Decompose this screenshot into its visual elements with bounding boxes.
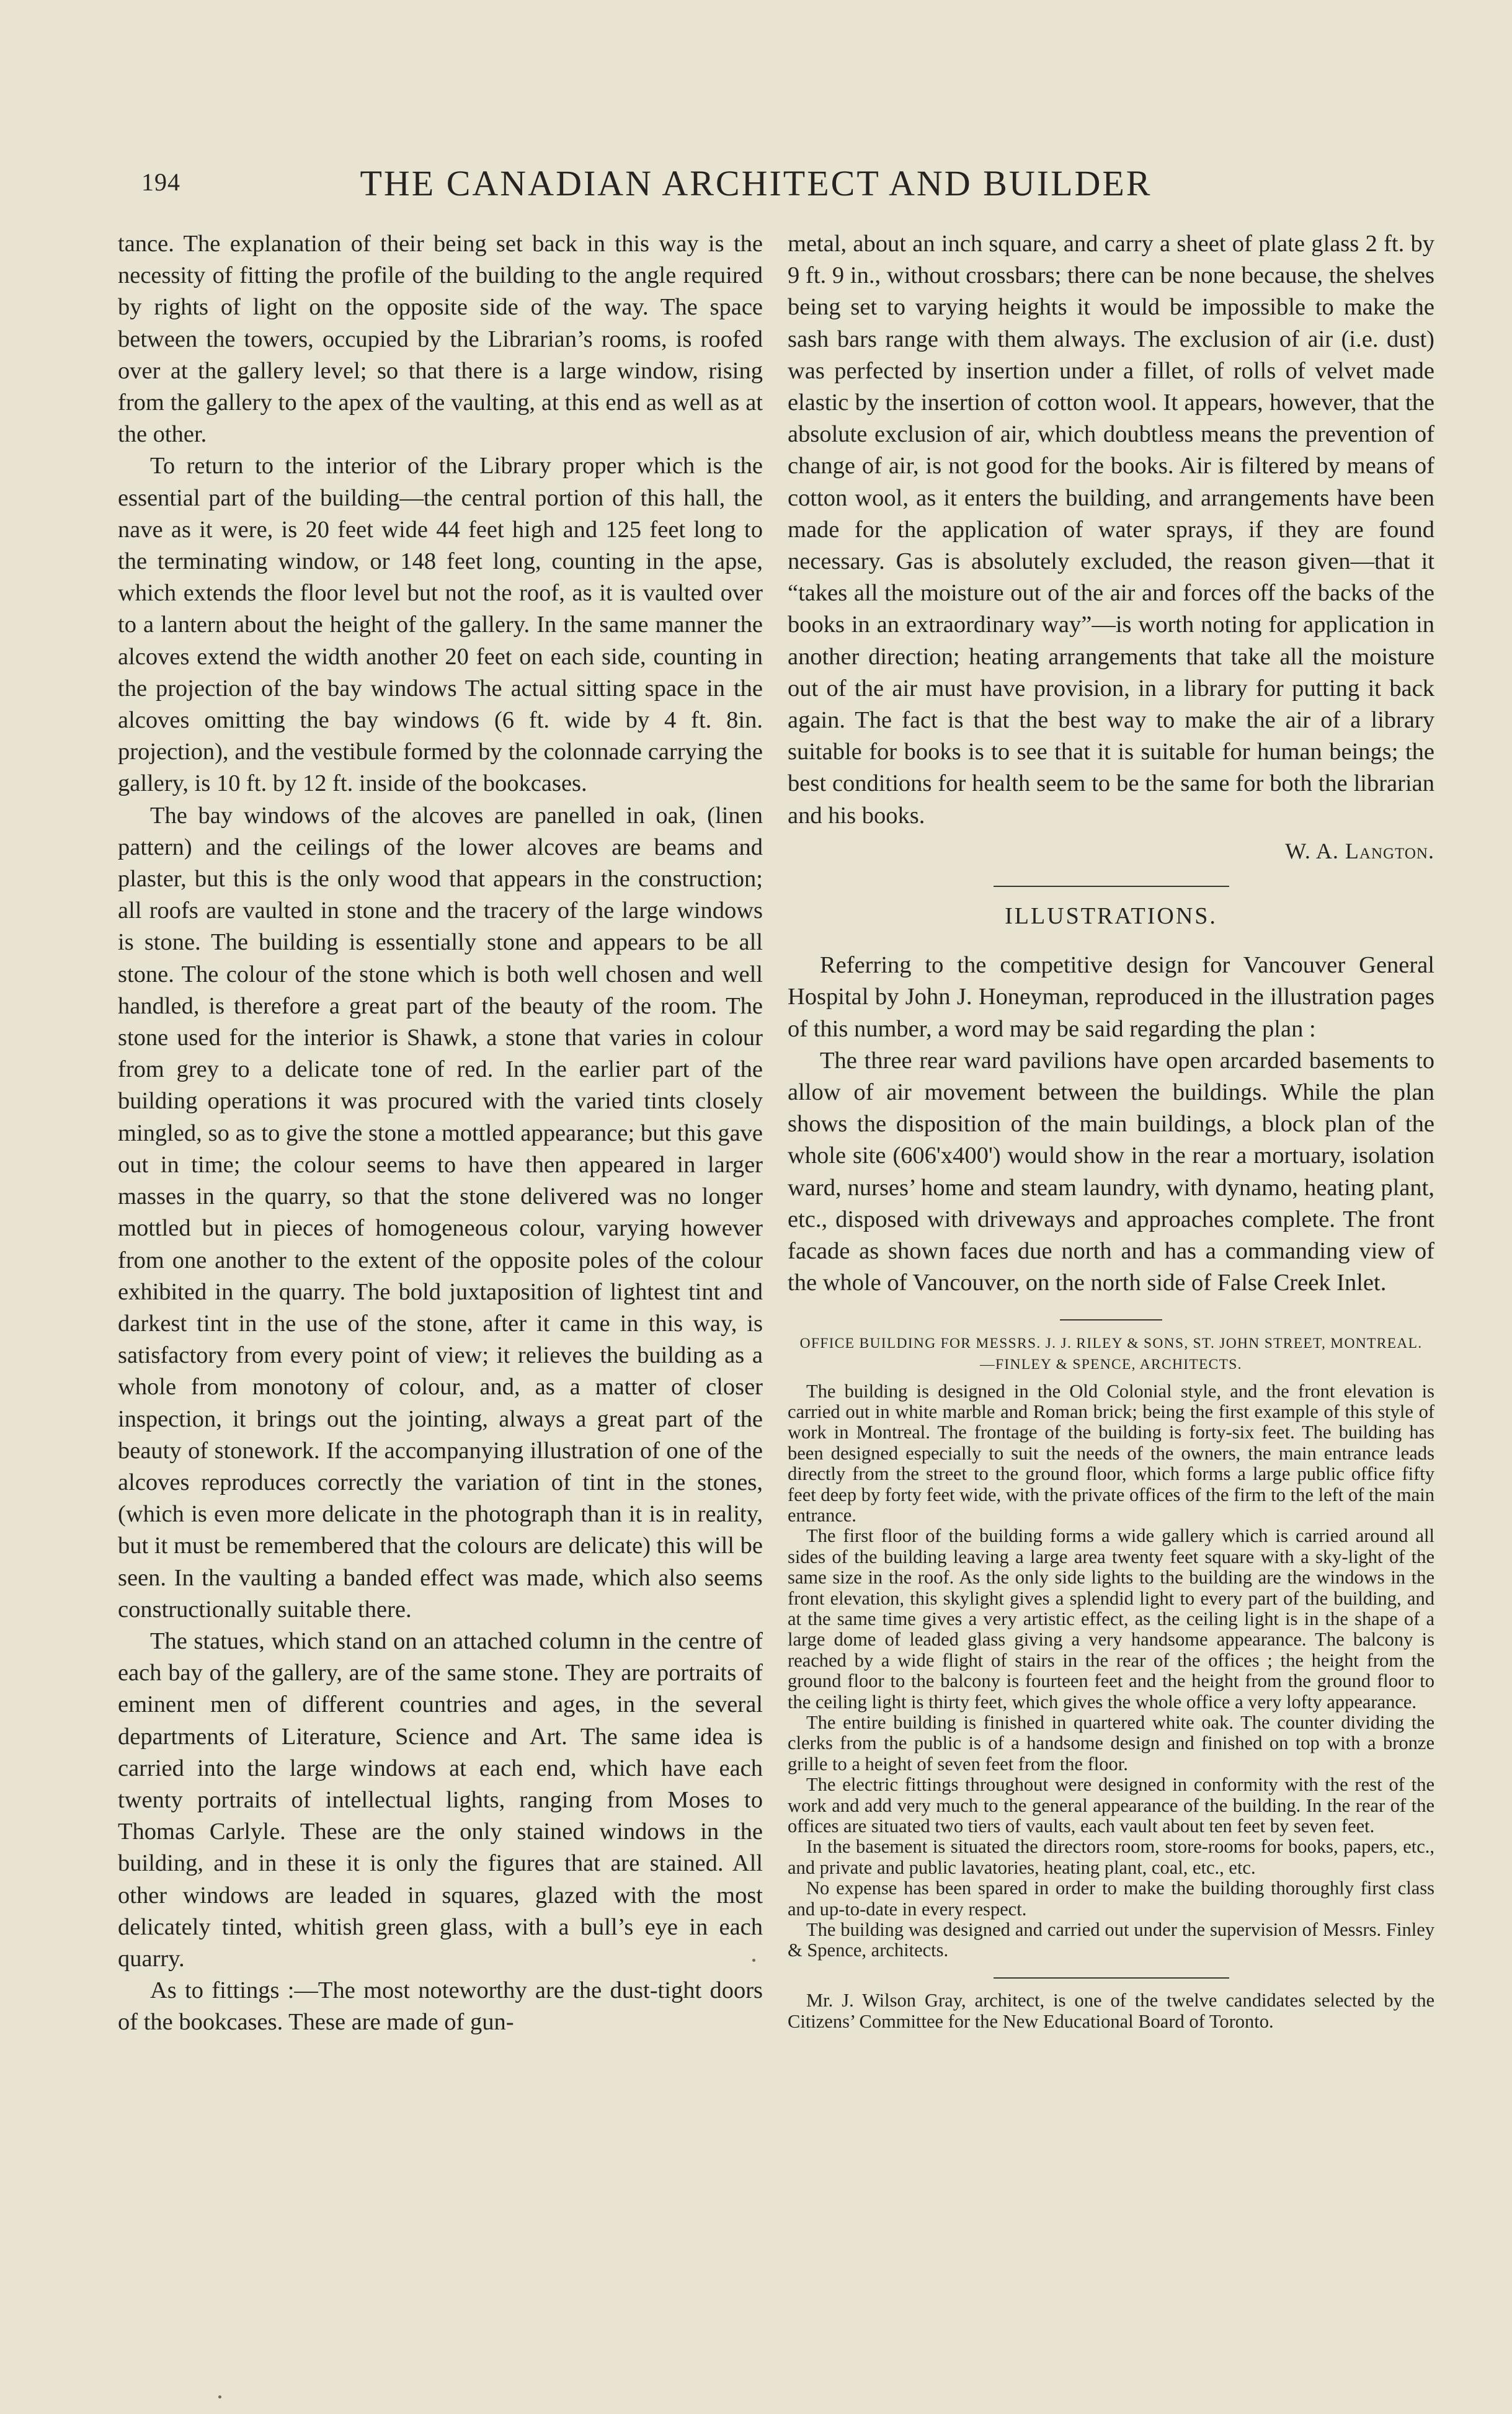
- left-column: [118, 228, 763, 2039]
- office-building-text: [788, 1381, 1434, 1961]
- section-divider: [994, 886, 1229, 887]
- page-number: 194: [141, 168, 180, 196]
- footnote-text: Mr. J. Wilson Gray, architect, is one of the twelve candidates selected by the Citizens’ Committee for the New Educational Board of Toronto.: [788, 1989, 1434, 2032]
- office-building-heading: OFFICE BUILDING FOR MESSRS. J. J. RILEY & SONS, ST. JOHN STREET, MONTREAL. —FINLEY & SPENCE, ARCHITECTS.: [799, 1335, 1423, 1373]
- paragraph: The building was designed and carried out under the supervision of Messrs. Finley & Spence, architects.: [788, 1919, 1434, 1961]
- print-speck: [752, 1959, 755, 1962]
- paragraph: In the basement is situated the directors room, store-rooms for books, papers, etc., and private and public lavatories, heating plant, coal, etc., etc.: [788, 1836, 1434, 1878]
- right-column: [788, 228, 1434, 2032]
- journal-title: THE CANADIAN ARCHITECT AND BUILDER: [360, 163, 1152, 203]
- paragraph: To return to the interior of the Library proper which is the essential part of the building—the central portion of this hall, the nave as it were, is 20 feet wide 44 feet high and 125 feet long to the terminating window, or 148 feet long, counting in the apse, which extends the floor level but not the roof, as it is vaulted over to a lantern about the height of the gallery. In the same manner the alcoves extend the width another 20 feet on each side, counting in the projection of the bay windows The actual sitting space in the alcoves omitting the bay windows (6 ft. wide by 4 ft. 8in. projection), and the vestibule formed by the colonnade carrying the gallery, is 10 ft. by 12 ft. inside of the bookcases.: [118, 453, 763, 797]
- paragraph: The first floor of the building forms a wide gallery which is carried around all sides of the building leaving a large area twenty feet square with a sky-light of the same size in the roof. As the only side lights to the building are the windows in the front elevation, this skylight gives a splendid light to every part of the building, and at the same time gives a very artistic effect, as the ceiling light is in the shape of a large dome of leaded glass giving a very handsome appearance. The balcony is reached by a wide flight of stairs in the rear of the offices ; the height from the ground floor to the balcony is fourteen feet and the height from the ground floor to the ceiling light is thirty feet, which gives the whole office a very lofty appearance.: [788, 1525, 1434, 1713]
- section-divider: [1060, 1319, 1162, 1321]
- paragraph: The bay windows of the alcoves are panelled in oak, (linen pattern) and the ceilings of the lower alcoves are beams and plaster, but this is the only wood that appears in the construction; all roofs are vaulted in stone and the tracery of the large windows is stone. The building is essentially stone and appears to be all stone. The colour of the stone which is both well chosen and well handled, is therefore a great part of the beauty of the room. The stone used for the interior is Shawk, a stone that varies in colour from grey to a delicate tone of red. In the earlier part of the building operations it was procured with the varied tints closely mingled, so as to give the stone a mottled appearance; but this gave out in time; the colour seems to have then appeared in larger masses in the quarry, so that the stone delivered was no longer mottled but in pieces of homogeneous colour, varying however from one another to the extent of the opposite poles of the colour exhibited in the quarry. The bold juxtaposition of lightest tint and darkest tint in the use of the stone, after it came in this way, is satisfactory from every point of view; it relieves the building as a whole from monotony of colour, and, as a matter of closer inspection, it brings out the jointing, always a great part of the beauty of stonework. If the accompanying illustration of one of the alcoves reproduces correctly the variation of tint in the stones, (which is even more delicate in the photograph than it is in reality, but it must be remembered that the colours are delicate) this will be seen. In the vaulting a banded effect was made, which also seems constructionally suitable there.: [118, 802, 763, 1623]
- paragraph: metal, about an inch square, and carry a sheet of plate glass 2 ft. by 9 ft. 9 in., without crossbars; there can be none because, the shelves being set to varying heights it would be impossible to make the sash bars range with them always. The exclusion of air (i.e. dust) was perfected by insertion under a fillet, of rolls of velvet made elastic by the insertion of cotton wool. It appears, however, that the absolute exclusion of air, which doubtless means the prevention of change of air, is not good for the books. Air is filtered by means of cotton wool, as it enters the building, and arrangements have been made for the application of water sprays, if they are found necessary. Gas is absolutely excluded, the reason given—that it “takes all the moisture out of the air and forces off the backs of the books in an extraordinary way”—is worth noting for application in another direction; heating arrangements that take all the moisture out of the air must have provision, in a library for putting it back again. The fact is that the best way to make the air of a library suitable for books is to see that it is suitable for human beings; the best conditions for health seem to be the same for both the librarian and his books.: [788, 231, 1434, 829]
- print-speck: [218, 2395, 221, 2398]
- paragraph: As to fittings :—The most noteworthy are the dust-tight doors of the bookcases. These are made of gun-: [118, 1977, 763, 2036]
- paragraph: The electric fittings throughout were designed in conformity with the rest of the work and add very much to the general appearance of the building. In the rear of the offices are situated two tiers of vaults, each vault about ten feet by seven feet.: [788, 1774, 1434, 1837]
- paragraph: Referring to the competitive design for Vancouver General Hospital by John J. Honeyman, reproduced in the illustration pages of this number, a word may be said regarding the plan :: [788, 952, 1434, 1042]
- paragraph: The three rear ward pavilions have open arcarded basements to allow of air movement between the buildings. While the plan shows the disposition of the main buildings, a block plan of the whole site (606'x400') would show in the rear a mortuary, isolation ward, nurses’ home and steam laundry, with dynamo, heating plant, etc., disposed with driveways and approaches complete. The front facade as shown faces due north and has a commanding view of the whole of Vancouver, on the north side of False Creek Inlet.: [788, 1047, 1434, 1296]
- paragraph: The building is designed in the Old Colonial style, and the front elevation is carried out in white marble and Roman brick; being the first example of this style of work in Montreal. The frontage of the building is forty-six feet. The building has been designed especially to suit the needs of the owners, the main entrance leads directly from the street to the ground floor, which forms a large public office fifty feet deep by forty feet wide, with the private offices of the firm to the left of the main entrance.: [788, 1380, 1434, 1526]
- paragraph: tance. The explanation of their being set back in this way is the necessity of fitting the profile of the building to the angle required by rights of light on the opposite side of the way. The space between the towers, occupied by the Librarian’s rooms, is roofed over at the gallery level; so that there is a large window, rising from the gallery to the apex of the vaulting, at this end as well as at the other.: [118, 231, 763, 448]
- author-signature: W. A. Langton.: [1285, 838, 1434, 863]
- paragraph: No expense has been spared in order to make the building thoroughly first class and up-to-date in every respect.: [788, 1877, 1434, 1920]
- paragraph: The entire building is finished in quartered white oak. The counter dividing the clerks from the public is of a handsome design and finished on top with a bronze grille to a height of seven feet from the floor.: [788, 1712, 1434, 1775]
- section-divider: [994, 1977, 1229, 1979]
- section-title-illustrations: ILLUSTRATIONS.: [1005, 903, 1217, 930]
- footnote: [788, 1990, 1434, 2032]
- paragraph: The statues, which stand on an attached column in the centre of each bay of the gallery, are of the same stone. They are portraits of eminent men of different countries and ages, in the several departments of Literature, Science and Art. The same idea is carried into the large windows at each end, which have each twenty portraits of intellectual lights, ranging from Moses to Thomas Carlyle. These are the only stained windows in the building, and in these it is only the figures that are stained. All other windows are leaded in squares, glazed with the most delicately tinted, whitish green glass, with a bull’s eye in each quarry.: [118, 1628, 763, 1972]
